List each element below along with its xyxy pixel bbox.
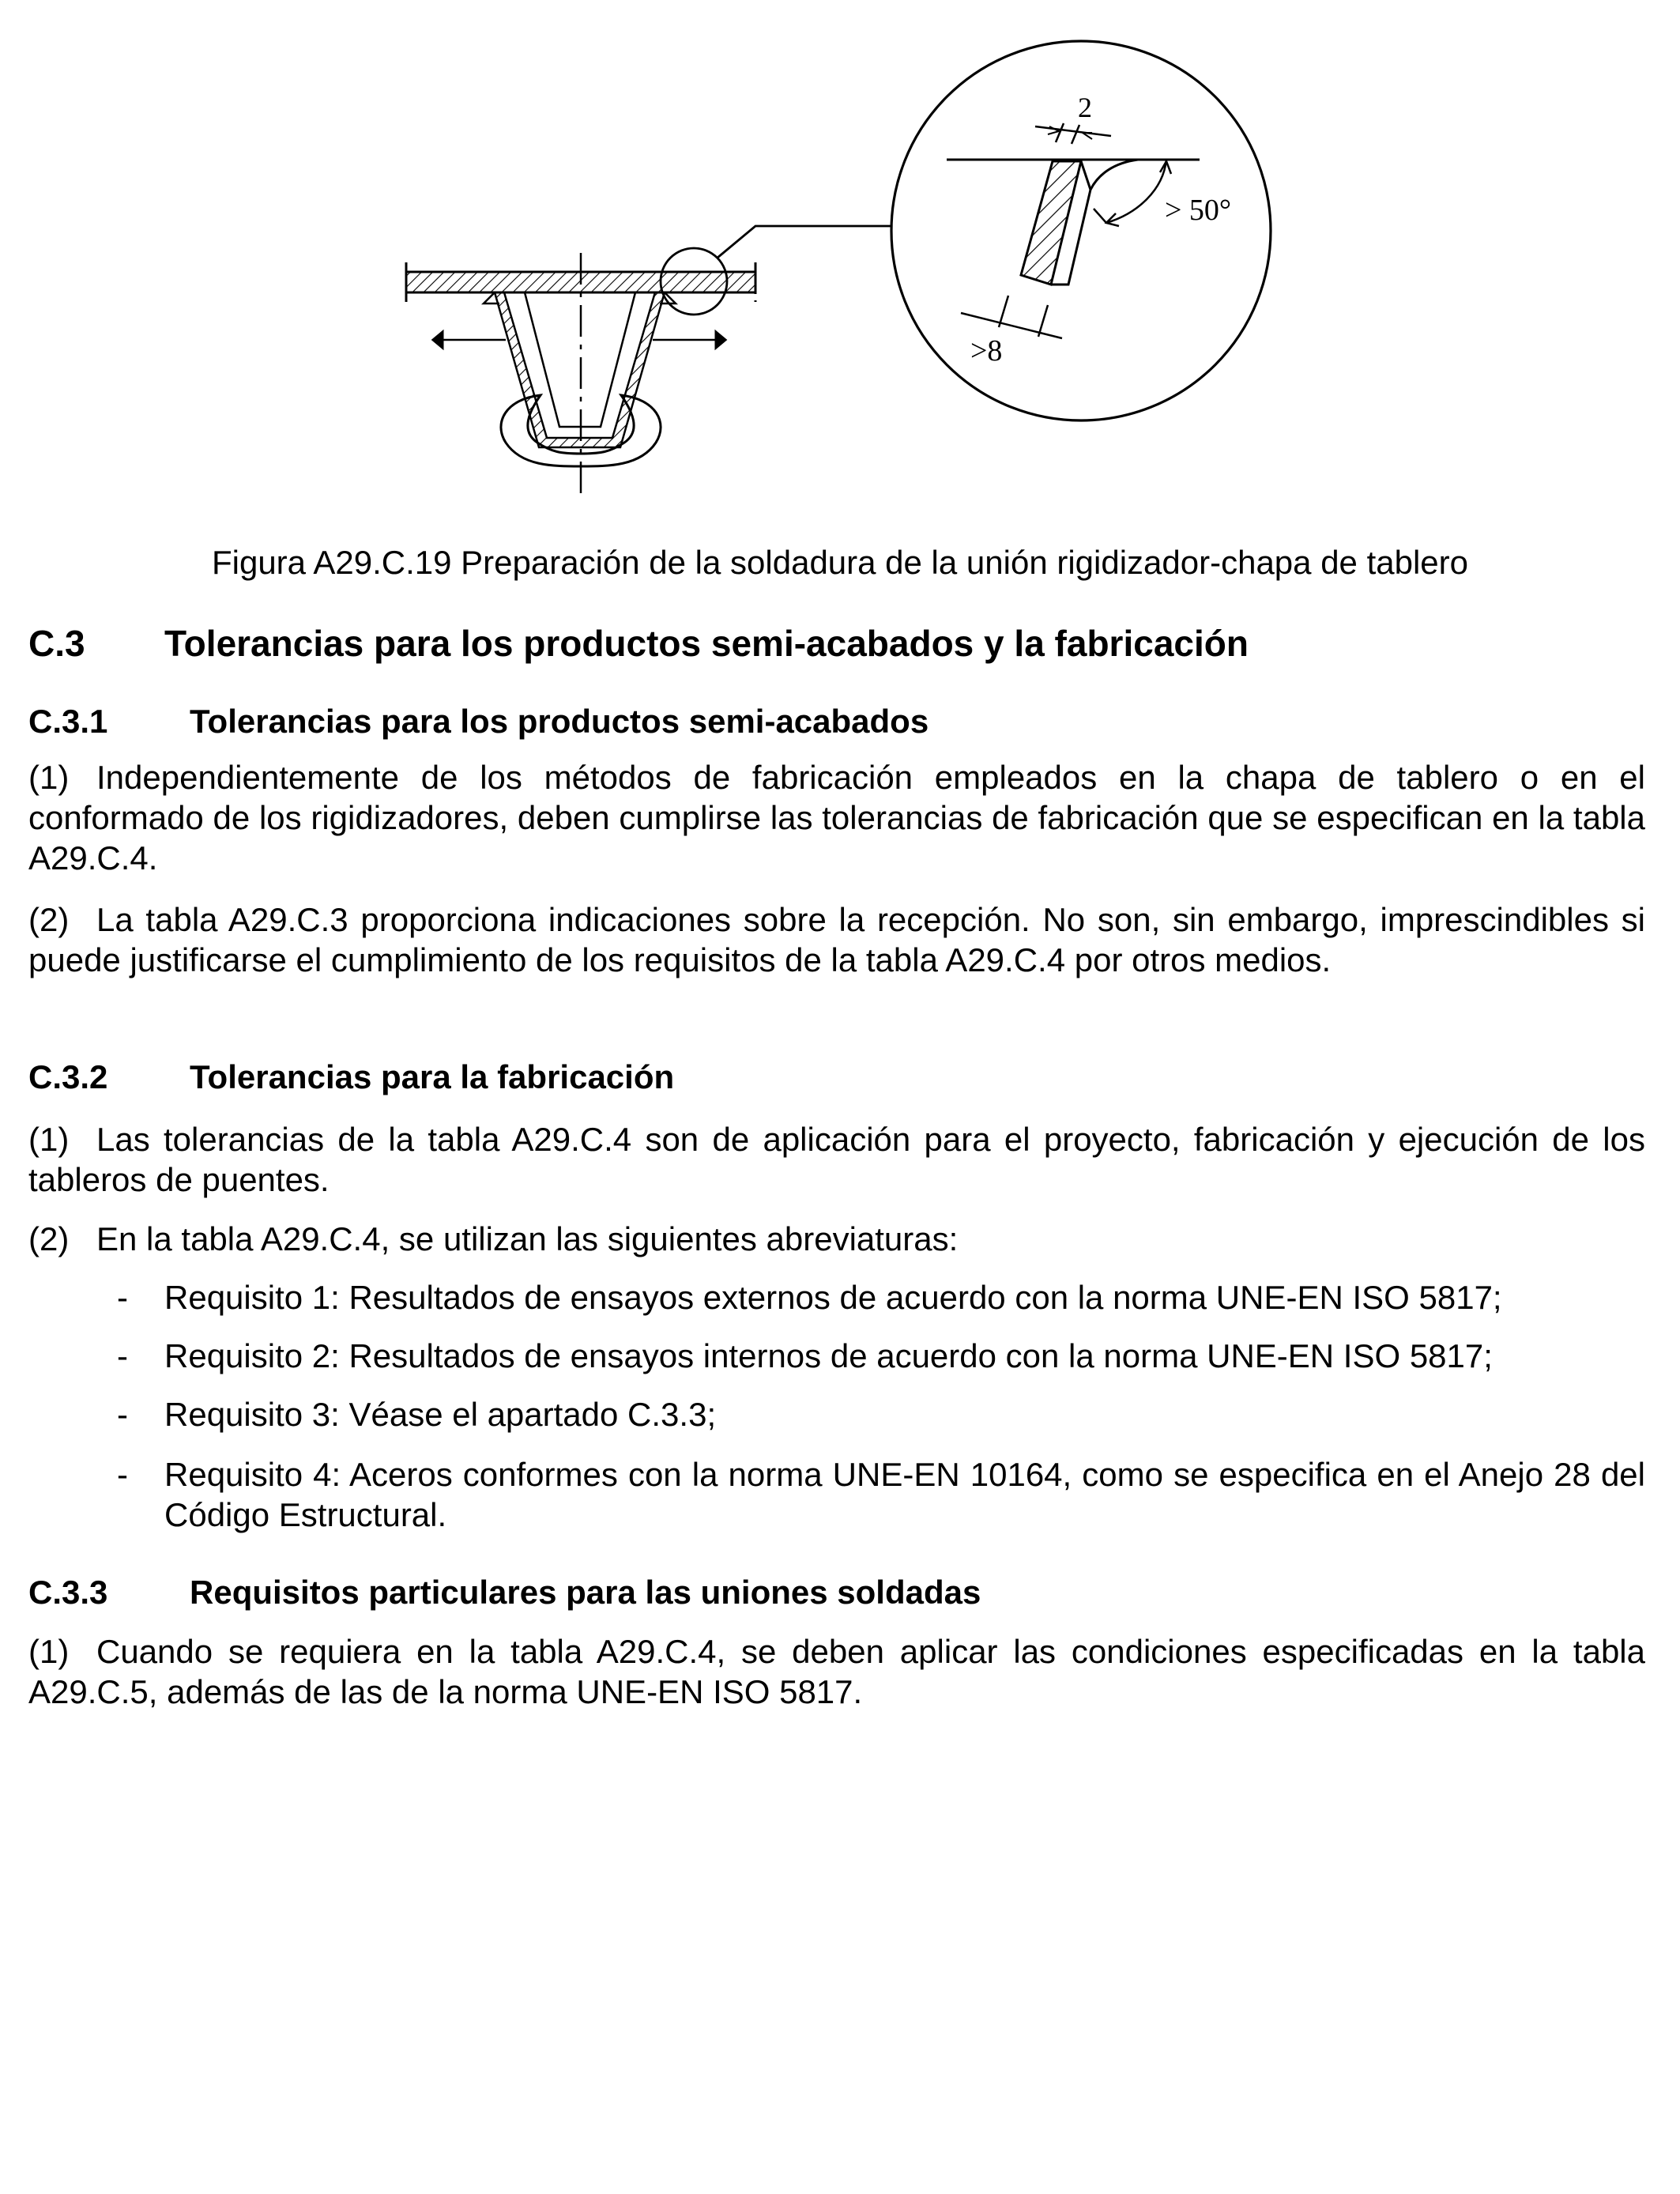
paragraph [28, 1119, 1645, 1200]
paragraph [28, 899, 1645, 980]
paragraph-number: (1) [28, 1633, 70, 1670]
subsection-number: C.3.2 [28, 1058, 108, 1095]
list-dash: - [117, 1337, 128, 1374]
paragraph-text: Independientemente de los métodos de fabricación empleados en la chapa de tablero o en el conformado de los rigidizadores, deben cumplirse las tolerancias de fabricación que se especifican en la tabla A29.C.4. [28, 759, 1645, 876]
paragraph-number: (2) [28, 1220, 70, 1257]
list-item-text: Requisito 3: Véase el apartado C.3.3; [164, 1396, 717, 1433]
paragraph-number: (1) [28, 759, 70, 796]
paragraph-text: En la tabla A29.C.4, se utilizan las siguientes abreviaturas: [96, 1220, 959, 1257]
list-dash: - [117, 1396, 128, 1433]
list-item-text: Requisito 4: Aceros conformes con la norma UNE-EN 10164, como se especifica en el Anejo 28 del Código Estructural. [164, 1456, 1645, 1533]
subsection-title: Tolerancias para la fabricación [190, 1058, 675, 1095]
paragraph-text: La tabla A29.C.3 proporciona indicaciones sobre la recepción. No son, sin embargo, imprescindibles si puede justificarse el cumplimiento de los requisitos de la tabla A29.C.4 por otros medios. [28, 901, 1645, 978]
subsection-number: C.3.1 [28, 703, 108, 740]
figure-caption: Figura A29.C.19 Preparación de la soldadura de la unión rigidizador-chapa de tablero [211, 544, 1469, 581]
section-title: Tolerancias para los productos semi-acabados y la fabricación [164, 623, 1249, 664]
paragraph [28, 1219, 1645, 1259]
list-dash: - [117, 1279, 128, 1316]
subsection-number: C.3.3 [28, 1574, 108, 1611]
list-item-text: Requisito 2: Resultados de ensayos internos de acuerdo con la norma UNE-EN ISO 5817; [164, 1337, 1493, 1374]
paragraph [28, 757, 1645, 878]
section-number: C.3 [28, 623, 85, 664]
dim-angle-label: > 50° [1165, 194, 1232, 227]
dim-width-label: >8 [970, 334, 1003, 368]
subsection-title: Requisitos particulares para las uniones soldadas [190, 1574, 981, 1611]
weld-detail-figure [0, 0, 1680, 522]
subsection-title: Tolerancias para los productos semi-acabados [190, 703, 929, 740]
paragraph-text: Las tolerancias de la tabla A29.C.4 son de aplicación para el proyecto, fabricación y ejecución de los tableros de puentes. [28, 1121, 1645, 1198]
list-item-text: Requisito 1: Resultados de ensayos externos de acuerdo con la norma UNE-EN ISO 5817; [164, 1279, 1502, 1316]
list-dash: - [117, 1456, 128, 1493]
paragraph-text: Cuando se requiera en la tabla A29.C.4, se deben aplicar las condiciones especificadas en la tabla A29.C.5, además de las de la norma UNE-EN ISO 5817. [28, 1633, 1645, 1710]
paragraph [28, 1631, 1645, 1712]
paragraph-number: (2) [28, 901, 70, 938]
stiffener-section-drawing [406, 226, 891, 496]
paragraph-number: (1) [28, 1121, 70, 1158]
dim-thickness-label: 2 [1078, 92, 1092, 123]
